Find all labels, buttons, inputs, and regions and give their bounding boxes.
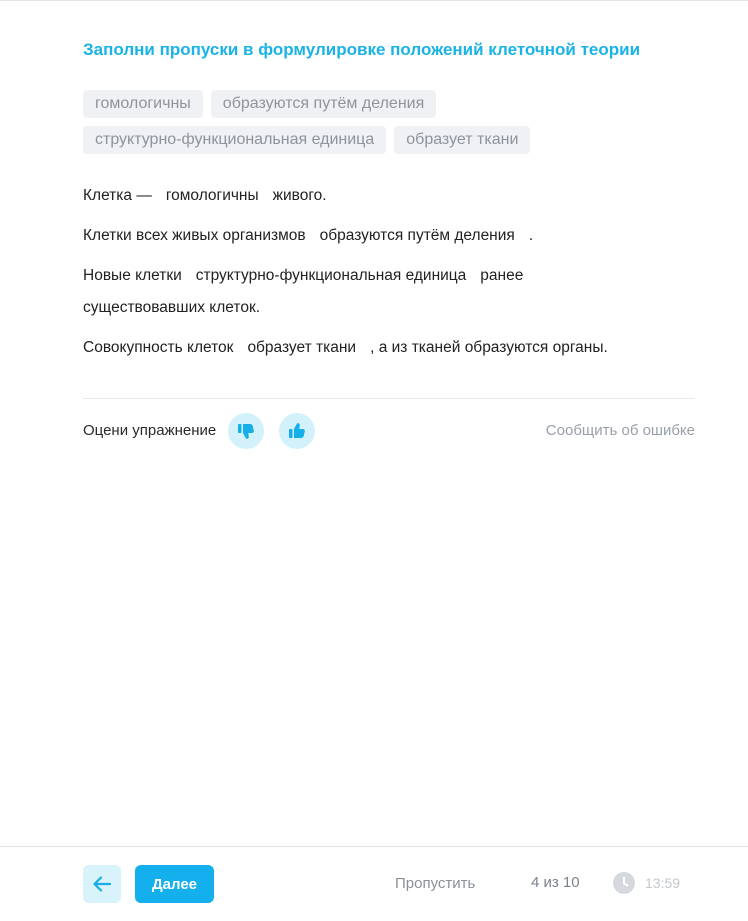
sentence-text: . (528, 227, 534, 244)
filled-gap[interactable]: структурно-функциональная единица (195, 267, 467, 284)
exercise-card (83, 38, 695, 364)
sentence-1 (83, 180, 695, 212)
top-divider (0, 0, 748, 1)
sentence-text: Новые клетки (83, 267, 182, 284)
filled-gap[interactable]: гомологичны (165, 187, 259, 204)
report-error-link[interactable]: Сообщить об ошибке (545, 422, 695, 439)
answer-chips (83, 90, 643, 154)
exercise-title: Заполни пропуски в формулировке положений клеточной теории (83, 40, 641, 59)
feedback-row (83, 413, 695, 449)
sentence-4 (83, 332, 695, 364)
sentence-text: Клетка — (83, 187, 152, 204)
sentence-text: , а из тканей образуются органы. (370, 339, 608, 356)
footer-divider (0, 846, 748, 847)
answer-chip[interactable]: образуются путём деления (211, 90, 436, 118)
progress-counter: 4 из 10 (531, 874, 580, 891)
thumbs-down-icon (236, 421, 256, 441)
timer (613, 871, 680, 895)
filled-gap[interactable]: образует ткани (247, 339, 357, 356)
timer-text: 13:59 (645, 875, 681, 891)
clock-icon (613, 872, 635, 894)
answer-chip[interactable]: структурно-функциональная единица (83, 126, 386, 154)
like-button[interactable] (279, 413, 315, 449)
sentence-2 (83, 220, 695, 252)
sentence-text: Клетки всех живых организмов (83, 227, 306, 244)
skip-button[interactable]: Пропустить (395, 875, 476, 892)
rate-label: Оцени упражнение (83, 422, 217, 439)
answer-chip[interactable]: образует ткани (394, 126, 530, 154)
back-button[interactable] (83, 865, 121, 903)
sentence-3 (83, 260, 603, 324)
filled-gap[interactable]: образуются путём деления (319, 227, 515, 244)
sentence-text: ранее существовавших клеток. (83, 267, 524, 316)
next-button[interactable]: Далее (135, 865, 214, 903)
sentence-text: живого. (272, 187, 327, 204)
answer-chip[interactable]: гомологичны (83, 90, 203, 118)
feedback-divider (83, 398, 695, 399)
sentences-list (83, 180, 695, 364)
dislike-button[interactable] (228, 413, 264, 449)
sentence-text: Совокупность клеток (83, 339, 234, 356)
thumbs-up-icon (287, 421, 307, 441)
arrow-left-icon (91, 873, 113, 895)
